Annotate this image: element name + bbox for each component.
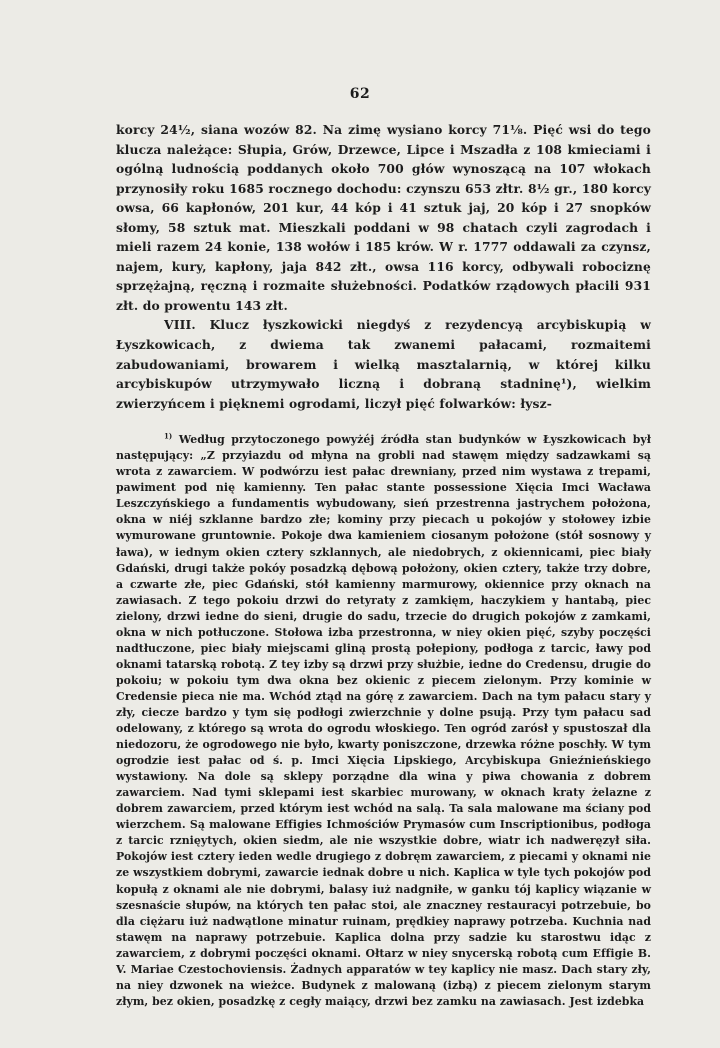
footnote-text: Według przytoczonego powyżéj źródła stan budynków w Łyszkowicach był następujący: „Z przyiazdu od młyna na grobli nad stawęm między sadzawkami są wrota z zawarciem. W podwórzu iest pałac drewniany, przed nim wystawa z trepami, pawiment pod nię kamienny. Ten pałac stante possessione Xięcia Imci Wacława Leszczyńskiego a fundamentis wybudowany, sień przestrenna jastrychem położona, okna w niéj szklanne bardzo złe; kominy przy piecach u pokojów y stołowey izbie wymurowane gruntownie. Pokoje dwa kamieniem ciosanym położone (stół sosnowy y ława), w iednym okien cztery szklannych, ale niedobrych, z okiennicami, piec biały Gdański, drugi także pokóy posadzką dębową położony, okien cztery, także trzy dobre, a czwarte złe, piec Gdański, stół kamienny marmurowy, okiennice przy oknach na zawiasach. Z tego pokoiu drzwi do retyraty z zamkięm, haczykiem y hantabą, piec zielony, drzwi iedne do sieni, drugie do sadu, trzecie do drugich pokojów z zamkami, okna w nich potłuczone. Stołowa izba przestronna, w niey okien pięć, szyby poczęści nadtłuczone, piec biały miejscami gliną prostą połepiony, podłoga z tarcic, ławy pod oknami tatarską robotą. Z tey izby są drzwi przy służbie, iedne do Credensu, drugie do pokoiu; w pokoiu tym dwa okna bez okienic z piecem zielonym. Przy kominie w Credensie pieca nie ma. Wchód ztąd na górę z zawarciem. Dach na tym pałacu stary y zły, ciecze bardzo y tym się podłogi zwierzchnie y dolne psują. Przy tym pałacu sad odelowany, z którego są wrota do ogrodu włoskiego. Ten ogród zarósł y spustoszał dla niedozoru, że ogrodowego nie było, kwarty poniszczone, drzewka różne poschły. W tym ogrodzie iest pałac od ś. p. Imci Xięcia Lipskiego, Arcybiskupa Gnieźnieńskiego wystawiony. Na dole są sklepy porządne dla wina y piwa chowania z dobrem zawarciem. Nad tymi sklepami iest skarbiec murowany, w oknach kraty żelazne z dobrem zawarciem, przed którym iest wchód na salą. Ta sala malowane ma ściany pod wierzchem. Są malowane Effigies Ichmościów Prymasów cum Inscriptionibus, podłoga z tarcic rznięytych, okien siedm, ale nie wszystkie dobre, wiatr ich nadweręzył siła. Pokojów iest cztery ieden wedle drugiego z dobręm zawarciem, z piecami y oknami nie ze wszystkiem dobrymi, zawarcie iednak dobre u nich. Kaplica w tyle tych pokojów pod kopułą z oknami ale nie dobrymi, balasy iuż nadgniłe, w ganku tój kaplicy wiązanie w szesnaście słupów, na których ten pałac stoi, ale znaczney restauracyi potrzebuie, bo dla ciężaru iuż nadwątlone minatur ruinam, prędkiey naprawy potrzeba. Kuchnia nad stawęm na naprawy potrzebuie. Kaplica dolna przy sadzie ku starostwu idąc z zawarciem, z dobrymi poczęści oknami. Ołtarz w niey snycerską robotą cum Effigie B. V. Mariae Czestochoviensis. Żadnych apparatów w tey kaplicy nie masz. Dach stary zły, na niey dzwonek na wieżce. Budynek z malowaną (izbą) z piecem zielonym starym złym, bez okien, posadzkę z cegły maiący, drzwi bez zamku na zawiasach. Jest izdebka bbox=[116, 433, 652, 1008]
paragraph-1: korcy 24½, siana wozów 82. Na zimę wysiano korcy 71⅛. Pięć wsi do tego klucza należące: Słupia, Grów, Drzewce, Lipce i Mszadła z 108 kmieciami i ogólną ludnością poddanych około 700 głów wynoszącą na 107 włokach przynosiły roku 1685 rocznego dochodu: czynszu 653 złtr. 8½ gr., 180 korcy owsa, 66 kapłonów, 201 kur, 44 kóp i 41 sztuk jaj, 20 kóp i 27 snopków słomy, 58 sztuk mat. Mieszkali poddani w 98 chatach czyli zagrodach i mieli razem 24 konie, 138 wołów i 185 krów. W r. 1777 oddawali za czynsz, najem, kury, kapłony, jaja 842 złt., owsa 116 korcy, odbywali robociznę sprzężajną, ręczną i rozmaite służebności. Podatków rządowych płacili 931 złt. do prowentu 143 złt. bbox=[116, 122, 651, 313]
main-text bbox=[116, 120, 651, 1010]
page-number: 62 bbox=[349, 86, 371, 102]
footnote bbox=[116, 432, 651, 1010]
paragraph-2: VIII. Klucz łyszkowicki niegdyś z rezydencyą arcybiskupią w Łyszkowicach, z dwiema tak zwanemi pałacami, rozmaitemi zabudowaniami, browarem i wielką masztalarnią, w której kilku arcybiskupów utrzymywało liczną i dobraną stadninę¹), wielkim zwierzyńcem i pięknemi ogrodami, liczył pięć folwarków: łysz- bbox=[116, 317, 651, 411]
footnote-marker: 1) bbox=[164, 431, 173, 441]
